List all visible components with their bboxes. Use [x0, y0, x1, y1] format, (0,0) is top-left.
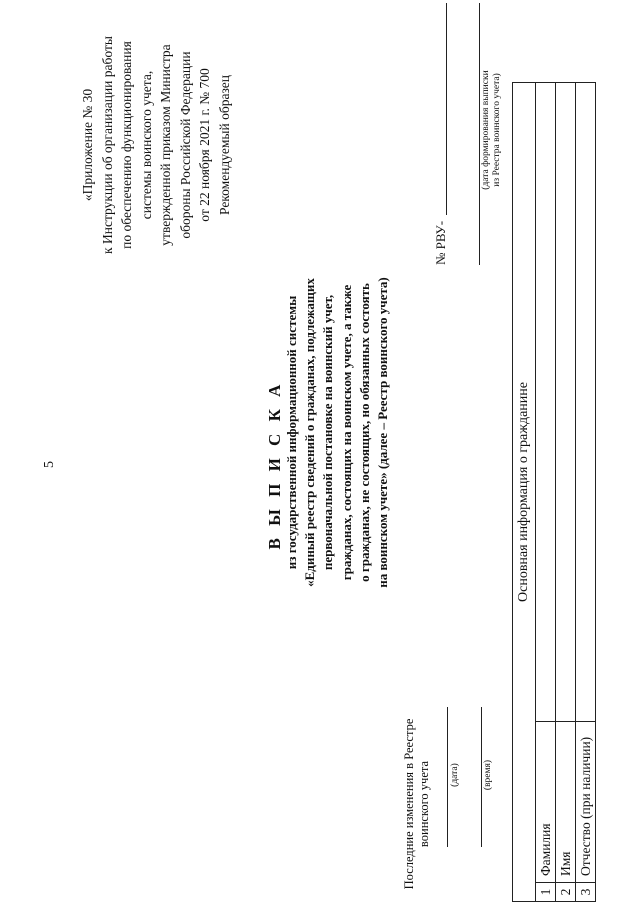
document-subtitle	[283, 240, 392, 625]
table-row	[556, 83, 576, 902]
appendix-line: к Инструкции об организации работы	[99, 36, 115, 254]
subtitle-line: первоначальной постановке на воинский учет,	[320, 294, 336, 571]
formation-date-line	[479, 3, 480, 265]
subtitle-line: гражданах, состоящих на воинском учете, а также	[338, 284, 354, 581]
table-header-row	[513, 83, 536, 902]
subtitle-line: на воинском учете» (далее – Реестр воинского учета)	[375, 277, 391, 588]
appendix-line: «Приложение № 30	[80, 88, 95, 202]
row-number: 2	[556, 883, 576, 902]
subtitle-line: о гражданах, не состоящих, но обязанных состоять	[356, 283, 372, 582]
appendix-line: по обеспечению функционирования	[119, 41, 134, 249]
registry-number-line	[446, 3, 447, 215]
row-value	[536, 83, 556, 722]
table-header: Основная информация о гражданине	[513, 83, 536, 902]
formation-date-caption-line: из Реестра воинского учета)	[492, 73, 502, 187]
row-label: Отчество (при наличии)	[576, 722, 596, 883]
last-changes-heading	[402, 709, 432, 899]
page-number: 5	[42, 461, 57, 468]
row-label: Имя	[556, 722, 576, 883]
appendix-block	[78, 5, 234, 285]
appendix-line: обороны Российской Федерации	[177, 51, 193, 239]
row-value	[576, 83, 596, 722]
row-label: Фамилия	[536, 722, 556, 883]
subtitle-line: из государственной информационной системы	[284, 295, 299, 570]
appendix-line: от 22 ноября 2021 г. № 700	[197, 68, 212, 222]
row-value	[556, 83, 576, 722]
appendix-line: утвержденной приказом Министра	[158, 44, 173, 246]
appendix-line: Рекомендуемый образец	[216, 75, 232, 216]
date-caption: (дата)	[450, 763, 460, 787]
date-line	[447, 707, 448, 847]
subtitle-line: «Единый реестр сведений о гражданах, подлежащих	[302, 278, 318, 587]
registry-number-label: № РВУ-	[433, 220, 448, 265]
table-row	[536, 83, 556, 902]
time-line	[481, 707, 482, 847]
last-changes-line: Последние изменения в Реестре	[402, 718, 416, 890]
document-title: В Ы П И С К А	[265, 380, 284, 550]
row-number: 3	[576, 883, 596, 902]
citizen-info-table	[512, 82, 596, 902]
last-changes-line: воинского учета	[417, 760, 431, 848]
table-row	[576, 83, 596, 902]
formation-date-caption-line: (дата формирования выписки	[481, 70, 491, 190]
time-caption: (время)	[483, 759, 493, 791]
appendix-line: системы воинского учета,	[138, 70, 154, 220]
row-number: 1	[536, 883, 556, 902]
formation-date-caption	[481, 5, 503, 255]
